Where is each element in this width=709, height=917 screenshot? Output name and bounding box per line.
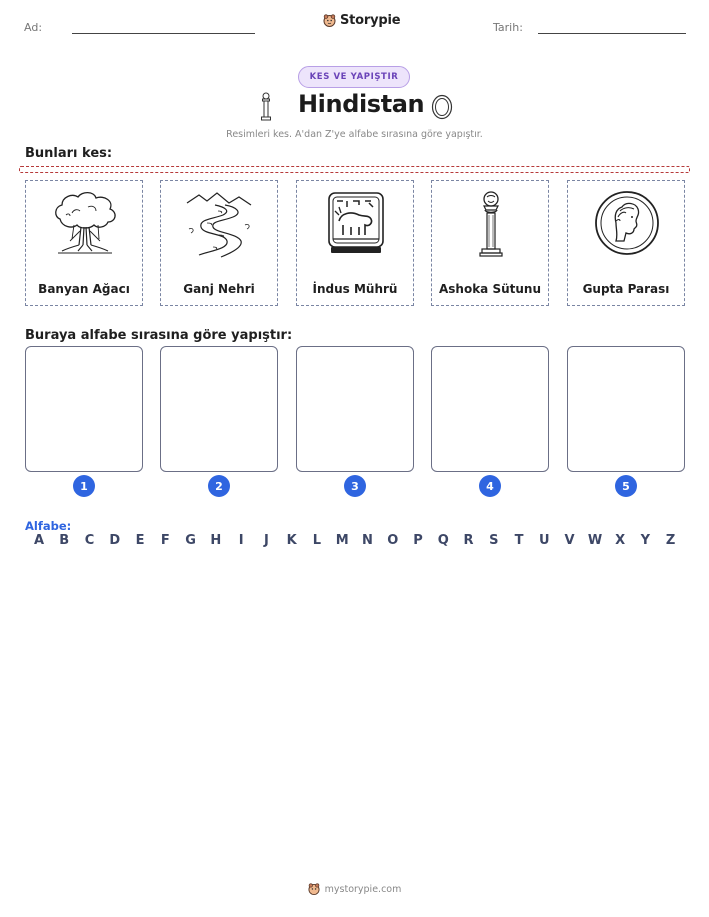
pillar-icon	[259, 92, 273, 122]
alphabet-letter: Y	[640, 533, 651, 548]
footer	[0, 879, 709, 899]
alphabet-letter: W	[587, 533, 603, 548]
cut-card[interactable]	[431, 180, 549, 306]
alphabet-letter: S	[489, 533, 499, 548]
card-label: Ganj Nehri	[183, 282, 255, 296]
alphabet-letter: G	[185, 533, 196, 548]
name-label: Ad:	[24, 21, 43, 34]
alphabet-letter: U	[539, 533, 550, 548]
worksheet-header	[0, 0, 709, 50]
alphabet-letter: A	[33, 533, 45, 548]
alphabet-letter: E	[135, 533, 145, 548]
date-line	[538, 33, 686, 34]
banyan-tree-icon	[50, 189, 120, 261]
alphabet-letter: C	[84, 533, 95, 548]
card-label: İndus Mührü	[312, 282, 398, 296]
brand-logo	[323, 13, 400, 28]
slot-number-5: 5	[615, 475, 637, 497]
alphabet-letter: Z	[665, 533, 676, 548]
footer-url: mystorypie.com	[324, 883, 402, 895]
paste-slots	[25, 346, 685, 501]
alphabet-letter: F	[160, 533, 170, 548]
paste-section-title: Buraya alfabe sırasına göre yapıştır:	[25, 328, 293, 343]
activity-badge: KES VE YAPIŞTIR	[298, 66, 410, 88]
alphabet-letter: K	[286, 533, 297, 548]
alphabet-letter: O	[387, 533, 399, 548]
alphabet-row	[25, 533, 685, 551]
alphabet-letter: D	[109, 533, 121, 548]
card-label: Gupta Parası	[582, 282, 670, 296]
alphabet-letter: X	[615, 533, 626, 548]
cut-card[interactable]	[25, 180, 143, 306]
slot-number-3: 3	[344, 475, 366, 497]
storypie-logo-icon	[323, 14, 336, 28]
slot-number-4: 4	[479, 475, 501, 497]
alphabet-letter: N	[362, 533, 373, 548]
cut-line	[19, 166, 690, 173]
paste-slot-2[interactable]	[160, 346, 278, 472]
card-label: Ashoka Sütunu	[438, 282, 542, 296]
seal-icon	[321, 189, 391, 261]
name-line	[72, 33, 255, 34]
alphabet-letter: H	[210, 533, 222, 548]
cut-card[interactable]	[160, 180, 278, 306]
instructions: Resimleri kes. A'dan Z'ye alfabe sırasına göre yapıştır.	[226, 129, 483, 140]
cut-cards	[25, 180, 685, 306]
cut-section-title: Bunları kes:	[25, 146, 113, 161]
alphabet-letter: I	[238, 533, 244, 548]
page-title: Hindistan	[298, 90, 425, 118]
alphabet-title: Alfabe:	[25, 519, 72, 533]
river-icon	[185, 189, 255, 261]
storypie-logo-icon	[308, 883, 320, 896]
paste-slot-1[interactable]	[25, 346, 143, 472]
date-label: Tarih:	[493, 21, 523, 34]
paste-slot-5[interactable]	[567, 346, 685, 472]
paste-slot-3[interactable]	[296, 346, 414, 472]
alphabet-letter: B	[59, 533, 70, 548]
alphabet-letter: J	[263, 533, 269, 548]
pillar-icon	[456, 189, 526, 261]
alphabet-letter: Q	[437, 533, 449, 548]
alphabet-letter: V	[564, 533, 575, 548]
coin-icon	[592, 189, 662, 261]
card-label: Banyan Ağacı	[38, 282, 130, 296]
alphabet-letter: R	[463, 533, 474, 548]
alphabet-letter: P	[413, 533, 423, 548]
brand-name: Storypie	[340, 13, 401, 28]
cut-card[interactable]	[296, 180, 414, 306]
cut-card[interactable]	[567, 180, 685, 306]
title-row	[0, 90, 709, 124]
alphabet-letter: T	[514, 533, 524, 548]
slot-number-1: 1	[73, 475, 95, 497]
paste-slot-4[interactable]	[431, 346, 549, 472]
alphabet-letter: L	[312, 533, 322, 548]
coin-icon	[431, 94, 453, 120]
slot-number-2: 2	[208, 475, 230, 497]
alphabet-letter: M	[335, 533, 349, 548]
